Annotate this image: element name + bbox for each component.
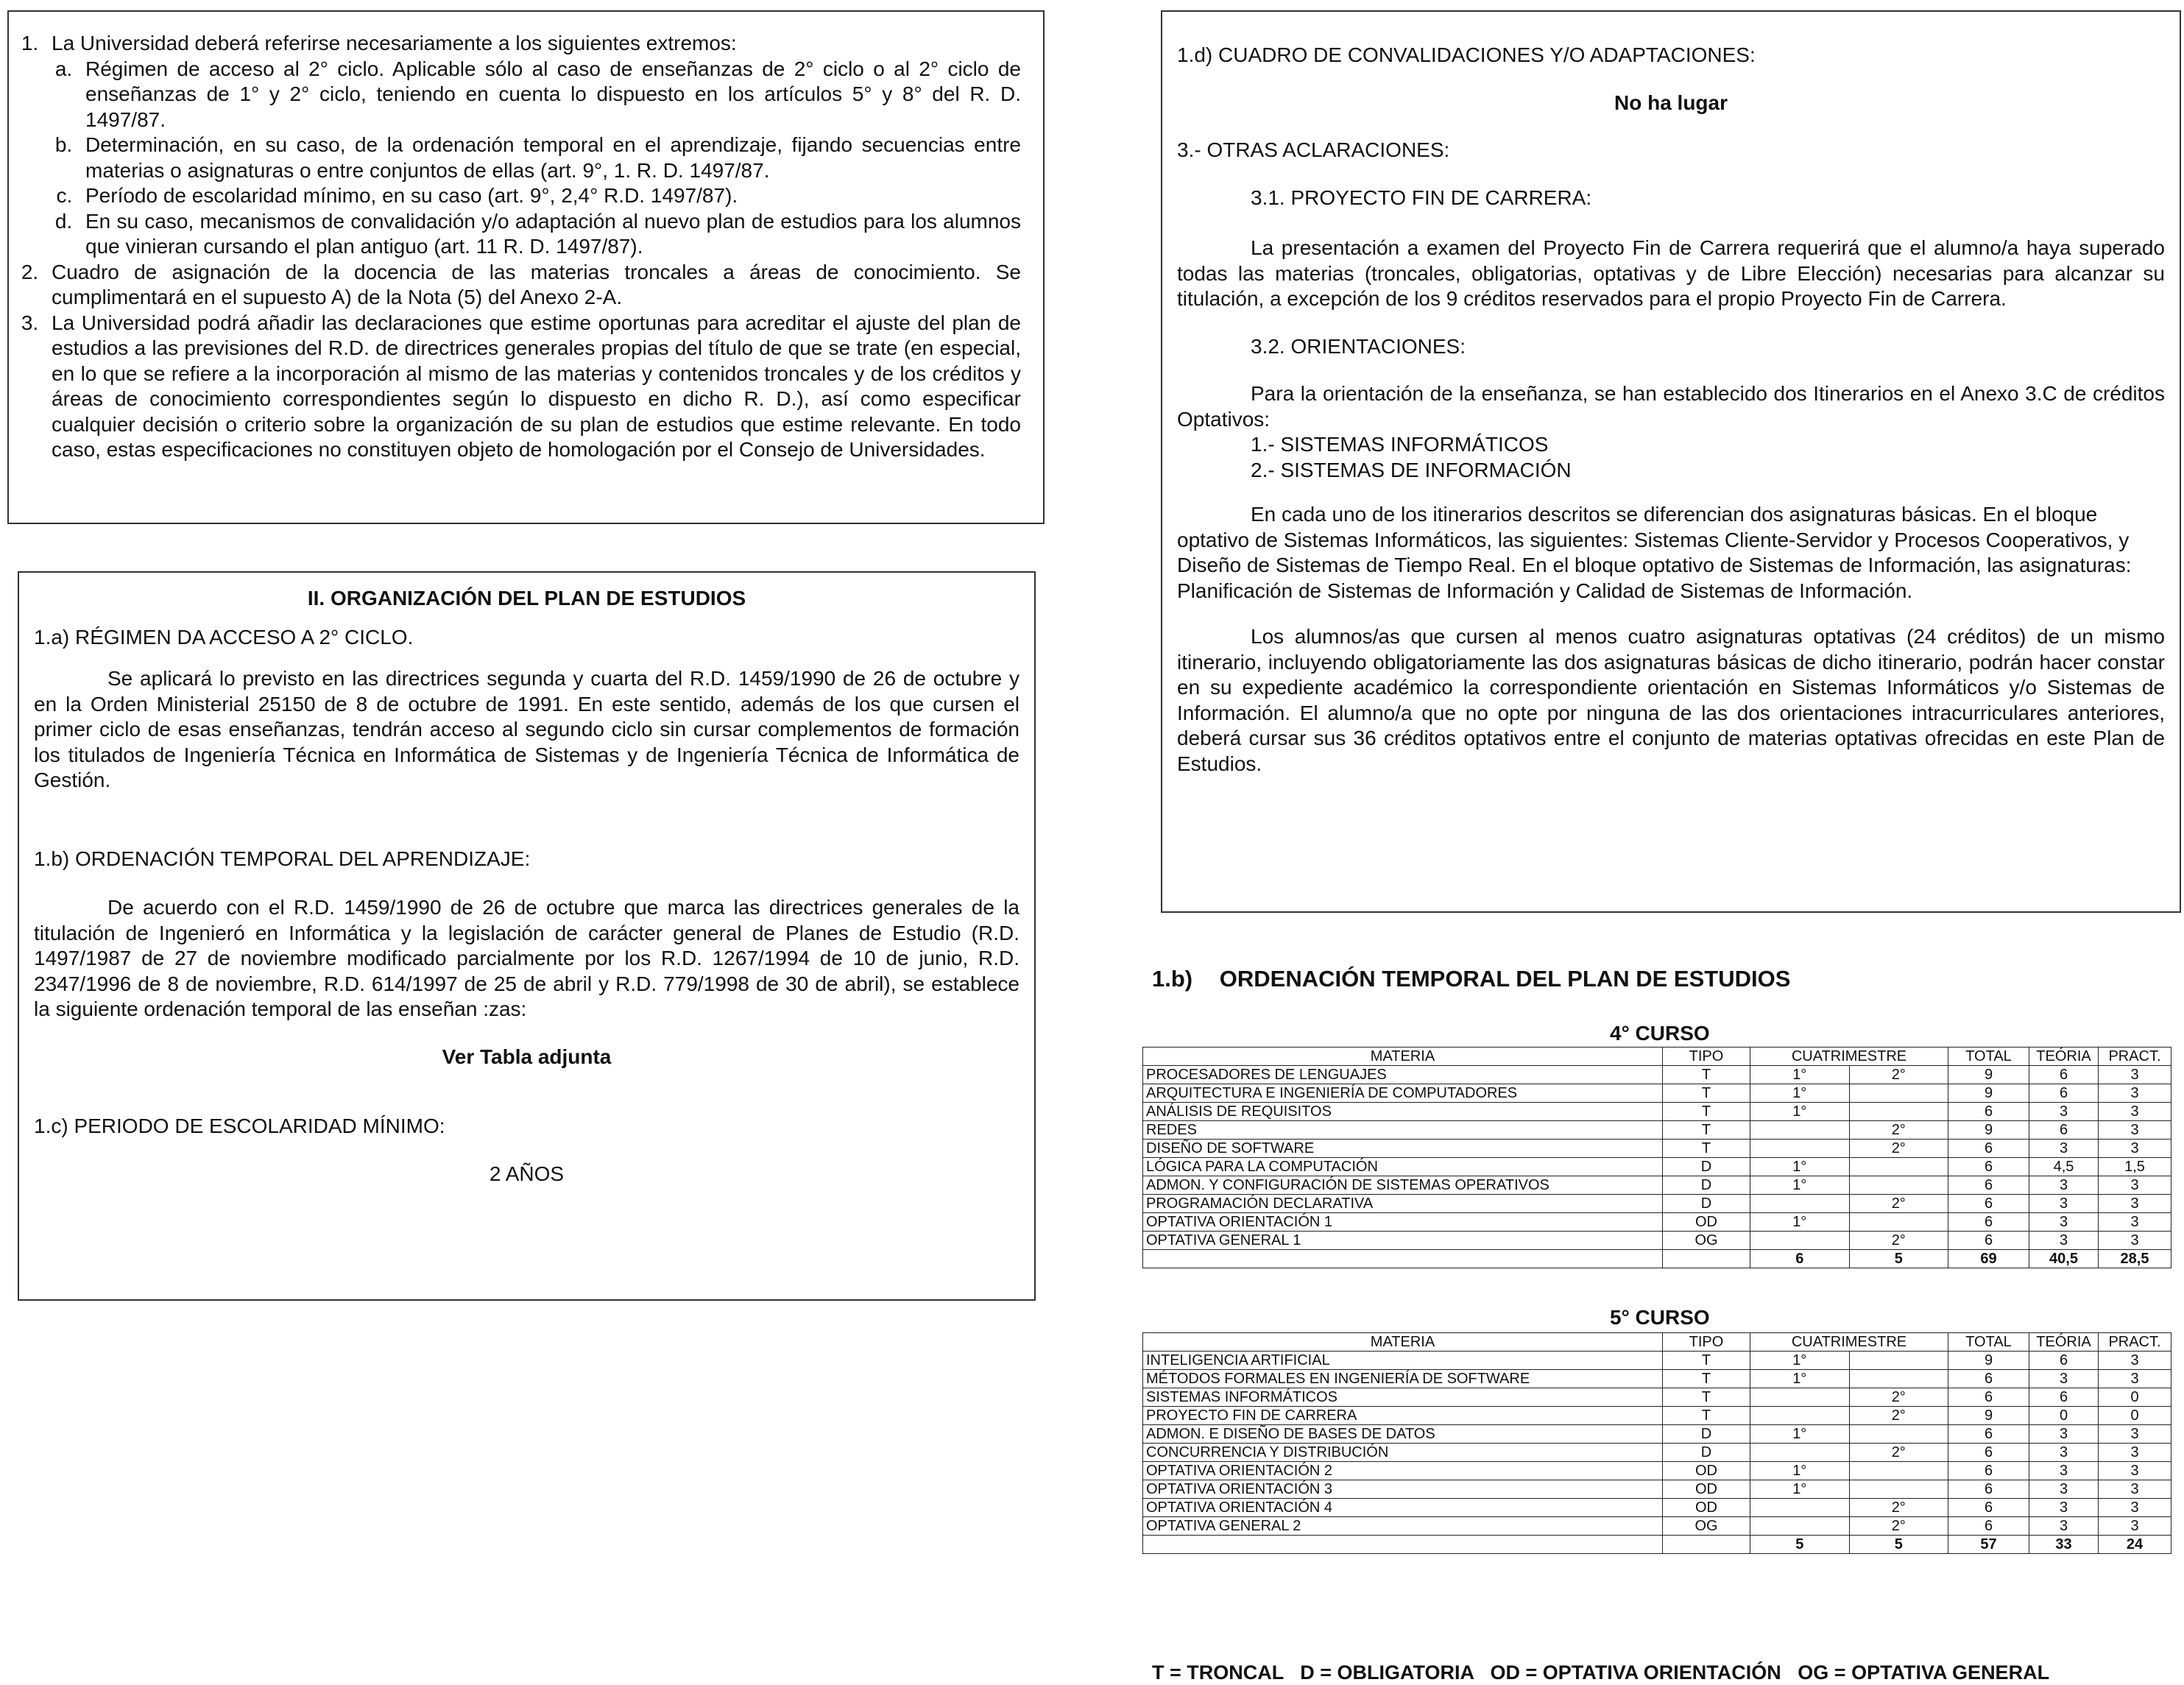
cell-pract: 3 [2099, 1425, 2171, 1444]
table-row [1143, 1517, 2171, 1536]
curso5-rows [1143, 1352, 2171, 1554]
header-total: TOTAL [1948, 1048, 2029, 1066]
cell-teoria: 3 [2029, 1140, 2099, 1158]
cell-pract: 0 [2099, 1388, 2171, 1407]
cell-cuatri-1: 1° [1750, 1066, 1850, 1084]
section-31-heading: 3.1. PROYECTO FIN DE CARRERA: [1251, 186, 1592, 209]
cell-cuatri-2: 2° [1849, 1232, 1948, 1250]
type-legend: T = TRONCAL D = OBLIGATORIA OD = OPTATIVA ORIENTACIÓN OG = OPTATIVA GENERAL [1152, 1661, 2050, 1684]
cell-materia: LÓGICA PARA LA COMPUTACIÓN [1143, 1158, 1663, 1176]
section-32-text-2: En cada uno de los itinerarios descritos se diferencian dos asignaturas básicas. En el bloque optativo de Sistemas Informáticos, las siguientes: Sistemas Cliente-Servidor y Procesos Cooperativos, y Diseño de Sistemas de Tiempo Real. En el bloque optativo de Sistemas de Información, las asignaturas: Planificación de Sistemas de Información y Calidad de Sistemas de Información. [1177, 503, 2132, 602]
cell-total: 6 [1948, 1232, 2029, 1250]
cell-teoria: 0 [2029, 1407, 2099, 1425]
cell-cuatri-1 [1750, 1517, 1850, 1536]
cell-cuatri-2 [1849, 1480, 1948, 1499]
section-1b-text: De acuerdo con el R.D. 1459/1990 de 26 de octubre que marca las directrices generales de la titulación de Ingenieró en Informática y la legislación de carácter general de Planes de Estudio (R.D. 1497/1987 de 27 de noviembre modificado parcialmente por los R.D. 1267/1994 de 10 de junio, R.D. 2347/1996 de 8 de noviembre, R.D. 614/1997 de 25 de abril y R.D. 779/1998 de 30 de abril), se establece la siguiente ordenación temporal de las enseñan :zas: [34, 896, 1019, 1020]
cell-cuatri-1: 1° [1750, 1352, 1850, 1370]
subitem-b: b. Determinación, en su caso, de la ordenación temporal en el aprendizaje, fijando secuencias entre materias o asignaturas o entre conjuntos de ellas (art. 9°, 1. R. D. 1497/87. [78, 133, 1021, 183]
cell-cuatri-1: 1° [1750, 1158, 1850, 1176]
cell-total: 6 [1948, 1140, 2029, 1158]
cell-total: 6 [1948, 1103, 2029, 1121]
cell-tipo: OD [1663, 1213, 1750, 1232]
table-row [1143, 1462, 2171, 1480]
header-pract: PRACT. [2099, 1048, 2171, 1066]
cell-total: 6 [1948, 1213, 2029, 1232]
section-1c-value: 2 AÑOS [489, 1162, 565, 1185]
clarifications-box [1161, 10, 2181, 913]
table-row [1143, 1158, 2171, 1176]
total-cell-cuatri-1: 5 [1750, 1536, 1850, 1554]
table-row [1143, 1140, 2171, 1158]
cell-cuatri-2 [1849, 1103, 1948, 1121]
cell-teoria: 3 [2029, 1517, 2099, 1536]
curso4-table [1142, 1047, 2171, 1268]
total-cell-total: 57 [1948, 1536, 2029, 1554]
cell-pract: 3 [2099, 1195, 2171, 1213]
cell-cuatri-2 [1849, 1176, 1948, 1195]
cell-cuatri-1: 1° [1750, 1370, 1850, 1388]
subitem-c: c. Período de escolaridad mínimo, en su caso (art. 9°, 2,4° R.D. 1497/87). [78, 183, 1021, 209]
cell-total: 9 [1948, 1084, 2029, 1103]
cell-tipo: T [1663, 1407, 1750, 1425]
itinerary-2: 2.- SISTEMAS DE INFORMACIÓN [1251, 458, 1572, 481]
section-1b-heading: 1.b) ORDENACIÓN TEMPORAL DEL APRENDIZAJE: [34, 847, 531, 870]
instruction-item-2: 2. Cuadro de asignación de la docencia de las materias troncales a áreas de conocimiento. Se cumplimentará en el supuesto A) de la Nota (5) del Anexo 2-A. [44, 260, 1021, 311]
cell-pract: 3 [2099, 1352, 2171, 1370]
cell-cuatri-1: 1° [1750, 1425, 1850, 1444]
cell-materia: OPTATIVA ORIENTACIÓN 2 [1143, 1462, 1663, 1480]
table-row [1143, 1213, 2171, 1232]
cell-teoria: 3 [2029, 1195, 2099, 1213]
see-table-note: Ver Tabla adjunta [442, 1045, 612, 1068]
total-cell-pract: 24 [2099, 1536, 2171, 1554]
total-cell-teoria: 40,5 [2029, 1250, 2099, 1268]
total-cell-tipo [1663, 1250, 1750, 1268]
cell-pract: 3 [2099, 1517, 2171, 1536]
header-teoria: TEÓRIA [2029, 1048, 2099, 1066]
section-1d-value: No ha lugar [1614, 91, 1728, 114]
header-tipo: TIPO [1663, 1333, 1750, 1352]
cell-total: 6 [1948, 1480, 2029, 1499]
table-row [1143, 1066, 2171, 1084]
cell-teoria: 3 [2029, 1232, 2099, 1250]
cell-materia: MÉTODOS FORMALES EN INGENIERÍA DE SOFTWARE [1143, 1370, 1663, 1388]
header-tipo: TIPO [1663, 1048, 1750, 1066]
cell-materia: OPTATIVA ORIENTACIÓN 4 [1143, 1499, 1663, 1517]
cell-teoria: 3 [2029, 1480, 2099, 1499]
cell-materia: ADMON. Y CONFIGURACIÓN DE SISTEMAS OPERATIVOS [1143, 1176, 1663, 1195]
cell-pract: 0 [2099, 1407, 2171, 1425]
cell-cuatri-2: 2° [1849, 1121, 1948, 1140]
cell-materia: OPTATIVA ORIENTACIÓN 3 [1143, 1480, 1663, 1499]
itinerary-1: 1.- SISTEMAS INFORMÁTICOS [1251, 433, 1549, 456]
curso5-table [1142, 1332, 2171, 1554]
cell-cuatri-1: 1° [1750, 1084, 1850, 1103]
section-3-heading: 3.- OTRAS ACLARACIONES: [1177, 138, 1450, 161]
cell-pract: 1,5 [2099, 1158, 2171, 1176]
table-row [1143, 1499, 2171, 1517]
cell-tipo: T [1663, 1352, 1750, 1370]
subitem-a: a. Régimen de acceso al 2° ciclo. Aplicable sólo al caso de enseñanzas de 2° ciclo o al 2° ciclo de enseñanzas de 1° y 2° ciclo, teniendo en cuenta lo dispuesto en los artículos 5° y 8° del R. D. 1497/87. [78, 57, 1021, 133]
total-cell-teoria: 33 [2029, 1536, 2099, 1554]
cell-total: 6 [1948, 1425, 2029, 1444]
cell-teoria: 4,5 [2029, 1158, 2099, 1176]
cell-tipo: T [1663, 1103, 1750, 1121]
cell-teoria: 3 [2029, 1370, 2099, 1388]
cell-cuatri-2: 2° [1849, 1066, 1948, 1084]
instruction-item-3: 3. La Universidad podrá añadir las declaraciones que estime oportunas para acreditar el ajuste del plan de estudios a las previsiones del R.D. de directrices generales propias del título de que se trate (en especial, en lo que se refiere a la incorporación al mismo de las materias y contenidos troncales y de los créditos y áreas de conocimiento correspondientes según lo dispuesto en dicho R. D.), así como especificar cualquier decisión o criterio sobre la organización de su plan de estudios que estime relevante. En todo caso, estas especificaciones no constituyen objeto de homologación por el Consejo de Universidades. [44, 311, 1021, 463]
cell-teoria: 3 [2029, 1499, 2099, 1517]
cell-tipo: D [1663, 1158, 1750, 1176]
cell-tipo: OG [1663, 1232, 1750, 1250]
cell-materia: INTELIGENCIA ARTIFICIAL [1143, 1352, 1663, 1370]
cell-tipo: T [1663, 1084, 1750, 1103]
cell-tipo: T [1663, 1066, 1750, 1084]
plan-heading: 1.b) ORDENACIÓN TEMPORAL DEL PLAN DE ESTUDIOS [1152, 966, 1791, 992]
cell-cuatri-1: 1° [1750, 1462, 1850, 1480]
total-cell-tipo [1663, 1536, 1750, 1554]
cell-cuatri-1: 1° [1750, 1103, 1850, 1121]
cell-pract: 3 [2099, 1121, 2171, 1140]
cell-cuatri-2 [1849, 1084, 1948, 1103]
cell-cuatri-2: 2° [1849, 1140, 1948, 1158]
cell-pract: 3 [2099, 1480, 2171, 1499]
cell-cuatri-1 [1750, 1407, 1850, 1425]
cell-pract: 3 [2099, 1084, 2171, 1103]
table-header [1143, 1333, 2171, 1352]
section-1d-heading: 1.d) CUADRO DE CONVALIDACIONES Y/O ADAPTACIONES: [1177, 43, 1756, 66]
curso4-title: 4° CURSO [1610, 1022, 1710, 1045]
table-row [1143, 1103, 2171, 1121]
cell-cuatri-2 [1849, 1352, 1948, 1370]
cell-materia: PROYECTO FIN DE CARRERA [1143, 1407, 1663, 1425]
cell-cuatri-2 [1849, 1158, 1948, 1176]
table-row [1143, 1121, 2171, 1140]
cell-cuatri-1 [1750, 1121, 1850, 1140]
table-row [1143, 1195, 2171, 1213]
cell-cuatri-1 [1750, 1195, 1850, 1213]
instruction-subitems [52, 57, 1021, 260]
table-row [1143, 1444, 2171, 1462]
section-1c-heading: 1.c) PERIODO DE ESCOLARIDAD MÍNIMO: [34, 1114, 445, 1137]
total-cell-pract: 28,5 [2099, 1250, 2171, 1268]
section-32-heading: 3.2. ORIENTACIONES: [1251, 334, 1466, 358]
cell-total: 6 [1948, 1462, 2029, 1480]
cell-cuatri-2: 2° [1849, 1517, 1948, 1536]
cell-cuatri-2 [1849, 1462, 1948, 1480]
total-cell-cuatri-1: 6 [1750, 1250, 1850, 1268]
cell-materia: SISTEMAS INFORMÁTICOS [1143, 1388, 1663, 1407]
cell-tipo: T [1663, 1388, 1750, 1407]
cell-pract: 3 [2099, 1462, 2171, 1480]
cell-cuatri-2: 2° [1849, 1407, 1948, 1425]
table-row [1143, 1352, 2171, 1370]
cell-materia: OPTATIVA ORIENTACIÓN 1 [1143, 1213, 1663, 1232]
totals-row [1143, 1536, 2171, 1554]
cell-cuatri-2: 2° [1849, 1499, 1948, 1517]
cell-pract: 3 [2099, 1232, 2171, 1250]
cell-pract: 3 [2099, 1103, 2171, 1121]
cell-materia: CONCURRENCIA Y DISTRIBUCIÓN [1143, 1444, 1663, 1462]
cell-total: 6 [1948, 1444, 2029, 1462]
cell-total: 9 [1948, 1066, 2029, 1084]
table-row [1143, 1084, 2171, 1103]
table-header [1143, 1048, 2171, 1066]
total-cell-materia [1143, 1250, 1663, 1268]
cell-cuatri-1 [1750, 1388, 1850, 1407]
cell-cuatri-2 [1849, 1425, 1948, 1444]
cell-total: 6 [1948, 1517, 2029, 1536]
total-cell-cuatri-2: 5 [1849, 1536, 1948, 1554]
cell-total: 6 [1948, 1158, 2029, 1176]
cell-total: 6 [1948, 1176, 2029, 1195]
header-materia: MATERIA [1143, 1333, 1663, 1352]
section-1a-text: Se aplicará lo previsto en las directrices segunda y cuarta del R.D. 1459/1990 de 26 de octubre y en la Orden Ministerial 25150 de 8 de octubre de 1991. En este sentido, además de los que cursen el primer ciclo de esas enseñanzas, tendrán acceso al segundo ciclo sin cursar complementos de formación los titulados de Ingeniería Técnica en Informática de Sistemas y de Ingeniería Técnica de Informática de Gestión. [34, 667, 1019, 791]
totals-row [1143, 1250, 2171, 1268]
instruction-item-1: 1. La Universidad deberá referirse necesariamente a los siguientes extremos: a. Régimen de acceso al 2° ciclo. Aplicable sólo al caso de enseñanzas de 2° ciclo o al 2° ciclo de enseñanzas de 1° y 2° ciclo, teniendo en cuenta lo dispuesto en los artículos 5° y 8° del R. D. 1497/87. b. Determinación, en su caso, de la ordenación temporal en el aprendizaje, fijando secuencias entre materias o asignaturas o entre conjuntos de ellas (art. 9°, 1. R. D. 1497/87. c. Período de escolaridad mínimo, en su caso (art. 9°, 2,4° R.D. 1497/87). d. En su caso, mecanismos de convalidación y/o adaptación al nuevo plan de estudios para los alumnos que vinieran cursando el plan antiguo (art. 11 R. D. 1497/87). [44, 31, 1021, 260]
cell-pract: 3 [2099, 1066, 2171, 1084]
cell-teoria: 6 [2029, 1066, 2099, 1084]
header-cuatrimestre: CUATRIMESTRE [1750, 1333, 1948, 1352]
cell-total: 9 [1948, 1121, 2029, 1140]
table-row [1143, 1388, 2171, 1407]
cell-materia: REDES [1143, 1121, 1663, 1140]
organization-box [18, 571, 1036, 1301]
cell-tipo: D [1663, 1176, 1750, 1195]
header-pract: PRACT. [2099, 1333, 2171, 1352]
total-cell-materia [1143, 1536, 1663, 1554]
section-31-text: La presentación a examen del Proyecto Fin de Carrera requerirá que el alumno/a haya superado todas las materias (troncales, obligatorias, optativas y de Libre Elección) necesarias para alcanzar su titulación, a excepción de los 9 créditos reservados para el propio Proyecto Fin de Carrera. [1177, 236, 2165, 310]
curso5-title: 5° CURSO [1610, 1306, 1710, 1329]
cell-total: 6 [1948, 1370, 2029, 1388]
cell-tipo: D [1663, 1444, 1750, 1462]
cell-pract: 3 [2099, 1499, 2171, 1517]
cell-pract: 3 [2099, 1213, 2171, 1232]
cell-cuatri-1: 1° [1750, 1176, 1850, 1195]
subitem-d: d. En su caso, mecanismos de convalidación y/o adaptación al nuevo plan de estudios para los alumnos que vinieran cursando el plan antiguo (art. 11 R. D. 1497/87). [78, 209, 1021, 260]
cell-teoria: 6 [2029, 1352, 2099, 1370]
cell-teoria: 3 [2029, 1103, 2099, 1121]
total-cell-cuatri-2: 5 [1849, 1250, 1948, 1268]
section-1a-heading: 1.a) RÉGIMEN DA ACCESO A 2° CICLO. [34, 625, 414, 649]
instructions-box [7, 10, 1045, 524]
table-row [1143, 1370, 2171, 1388]
cell-tipo: OD [1663, 1462, 1750, 1480]
cell-materia: PROCESADORES DE LENGUAJES [1143, 1066, 1663, 1084]
header-total: TOTAL [1948, 1333, 2029, 1352]
cell-cuatri-2 [1849, 1213, 1948, 1232]
cell-cuatri-1 [1750, 1499, 1850, 1517]
cell-cuatri-1 [1750, 1232, 1850, 1250]
table-row [1143, 1425, 2171, 1444]
cell-teoria: 3 [2029, 1444, 2099, 1462]
instructions-list [16, 31, 1021, 463]
cell-cuatri-2: 2° [1849, 1444, 1948, 1462]
section-32-text-3: Los alumnos/as que cursen al menos cuatro asignaturas optativas (24 créditos) de un mismo itinerario, incluyendo obligatoriamente las dos asignaturas básicas de dicho itinerario, podrán hacer constar en su expediente académico la correspondiente orientación en Sistemas Informáticos y/o Sistemas de Información. El alumno/a que no opte por ninguna de las dos orientaciones intracurriculares anteriores, deberá cursar sus 36 créditos optativos entre el conjunto de materias optativas ofrecidas en este Plan de Estudios. [1177, 625, 2165, 775]
cell-materia: PROGRAMACIÓN DECLARATIVA [1143, 1195, 1663, 1213]
table-row [1143, 1232, 2171, 1250]
cell-materia: OPTATIVA GENERAL 2 [1143, 1517, 1663, 1536]
total-cell-total: 69 [1948, 1250, 2029, 1268]
cell-pract: 3 [2099, 1176, 2171, 1195]
cell-teoria: 3 [2029, 1176, 2099, 1195]
cell-teoria: 3 [2029, 1425, 2099, 1444]
cell-teoria: 6 [2029, 1084, 2099, 1103]
cell-teoria: 3 [2029, 1462, 2099, 1480]
header-teoria: TEÓRIA [2029, 1333, 2099, 1352]
table-row [1143, 1176, 2171, 1195]
cell-total: 9 [1948, 1352, 2029, 1370]
cell-pract: 3 [2099, 1140, 2171, 1158]
table-row [1143, 1407, 2171, 1425]
cell-tipo: D [1663, 1195, 1750, 1213]
cell-materia: ANÁLISIS DE REQUISITOS [1143, 1103, 1663, 1121]
cell-teoria: 6 [2029, 1388, 2099, 1407]
cell-total: 6 [1948, 1499, 2029, 1517]
cell-materia: DISEÑO DE SOFTWARE [1143, 1140, 1663, 1158]
cell-teoria: 6 [2029, 1121, 2099, 1140]
cell-cuatri-2 [1849, 1370, 1948, 1388]
header-materia: MATERIA [1143, 1048, 1663, 1066]
curso4-rows [1143, 1066, 2171, 1268]
organization-title: II. ORGANIZACIÓN DEL PLAN DE ESTUDIOS [307, 587, 746, 610]
cell-teoria: 3 [2029, 1213, 2099, 1232]
cell-tipo: T [1663, 1121, 1750, 1140]
cell-pract: 3 [2099, 1444, 2171, 1462]
cell-cuatri-1 [1750, 1140, 1850, 1158]
cell-tipo: OG [1663, 1517, 1750, 1536]
cell-total: 6 [1948, 1388, 2029, 1407]
section-32-text: Para la orientación de la enseñanza, se han establecido dos Itinerarios en el Anexo 3.C de créditos Optativos: [1177, 382, 2165, 431]
cell-tipo: OD [1663, 1480, 1750, 1499]
header-cuatrimestre: CUATRIMESTRE [1750, 1048, 1948, 1066]
cell-materia: OPTATIVA GENERAL 1 [1143, 1232, 1663, 1250]
cell-cuatri-2: 2° [1849, 1195, 1948, 1213]
cell-total: 6 [1948, 1195, 2029, 1213]
cell-tipo: T [1663, 1370, 1750, 1388]
cell-cuatri-1: 1° [1750, 1213, 1850, 1232]
table-row [1143, 1480, 2171, 1499]
cell-total: 9 [1948, 1407, 2029, 1425]
cell-tipo: T [1663, 1140, 1750, 1158]
cell-cuatri-1: 1° [1750, 1480, 1850, 1499]
cell-materia: ADMON. E DISEÑO DE BASES DE DATOS [1143, 1425, 1663, 1444]
cell-tipo: D [1663, 1425, 1750, 1444]
cell-materia: ARQUITECTURA E INGENIERÍA DE COMPUTADORES [1143, 1084, 1663, 1103]
cell-pract: 3 [2099, 1370, 2171, 1388]
cell-cuatri-2: 2° [1849, 1388, 1948, 1407]
cell-tipo: OD [1663, 1499, 1750, 1517]
cell-cuatri-1 [1750, 1444, 1850, 1462]
